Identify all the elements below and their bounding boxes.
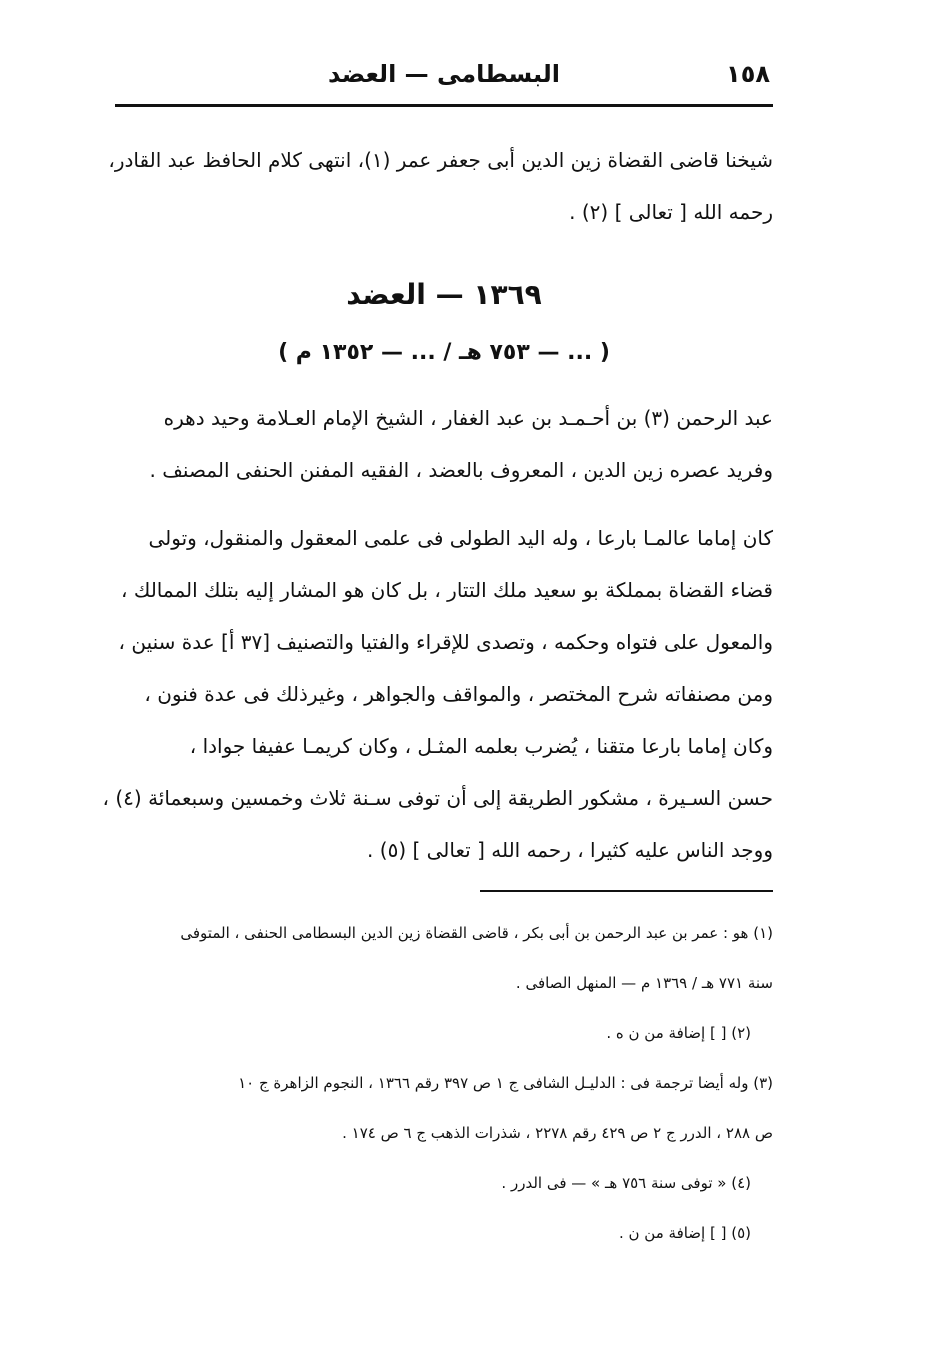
- footnote-line: (٣) وله أيضا ترجمة فى : الدليـل الشافى ج ١ ص ٣٩٧ رقم ١٣٦٦ ، النجوم الزاهرة ج ١٠: [238, 1074, 773, 1092]
- entry-name-paragraph: [125, 392, 773, 496]
- page-header: [118, 60, 770, 96]
- text-line: ومن مصنفاته شرح المختصر ، والمواقف والجواهر ، وغيرذلك فى عدة فنون ،: [144, 682, 773, 706]
- header-rule: [115, 104, 773, 107]
- entry-title: ١٣٦٩ — العضد: [346, 278, 542, 311]
- footnote-line: (٥) [ ] إضافة من ن .: [618, 1224, 751, 1242]
- text-line: كان إماما عالمـا بارعا ، وله اليد الطولى فى علمى المعقول والمنقول، وتولى: [148, 526, 773, 550]
- text-line: رحمه الله [ تعالى ] (٢) .: [569, 200, 773, 224]
- footnote-line: (٤) « توفى سنة ٧٥٦ هـ » — فى الدرر .: [501, 1174, 751, 1192]
- running-head: البسطامى — العضد: [328, 60, 560, 88]
- footnote-rule: [480, 890, 773, 892]
- text-line: شيخنا قاضى القضاة زين الدين أبى جعفر عمر (١)، انتهى كلام الحافظ عبد القادر،: [108, 148, 773, 172]
- footnote-line: ص ٢٨٨ ، الدرر ج ٢ ص ٤٢٩ رقم ٢٢٧٨ ، شذرات الذهب ج ٦ ص ١٧٤ .: [342, 1124, 773, 1142]
- text-line: وكان إماما بارعا متقنا ، يُضرب بعلمه المثـل ، وكان كريمـا عفيفا جوادا ،: [189, 734, 773, 758]
- footnotes: [125, 908, 773, 1258]
- text-line: عبد الرحمن (٣) بن أحـمـد بن عبد الغفار ، الشيخ الإمام العـلامة وحيد دهره: [163, 406, 773, 430]
- text-line: قضاء القضاة بمملكة بو سعيد ملك التتار ، بل كان هو المشار إليه بتلك الممالك ،: [121, 578, 773, 602]
- intro-paragraph: [108, 134, 773, 238]
- text-line: حسن السـيرة ، مشكور الطريقة إلى أن توفى سـنة ثلاث وخمسين وسبعمائة (٤) ،: [102, 786, 773, 810]
- text-line: وفريد عصره زين الدين ، المعروف بالعضد ، الفقيه المفنن الحنفى المصنف .: [149, 458, 773, 482]
- text-line: والمعول على فتواه وحكمه ، وتصدى للإقراء والفتيا والتصنيف [٣٧ أ] عدة سنين ،: [118, 630, 773, 654]
- page-number: ١٥٨: [726, 60, 770, 88]
- footnote-line: (٢) [ ] إضافة من ن ه .: [606, 1024, 751, 1042]
- text-line: ووجد الناس عليه كثيرا ، رحمه الله [ تعالى ] (٥) .: [367, 838, 773, 862]
- biography-paragraph: [102, 512, 773, 876]
- footnote-line: (١) هو : عمر بن عبد الرحمن بن أبى بكر ، قاضى القضاة زين الدين البسطامى الحنفى ، المتوفى: [180, 924, 773, 942]
- footnote-line: سنة ٧٧١ هـ / ١٣٦٩ م — المنهل الصافى .: [515, 974, 773, 992]
- entry-dates: ( ... — ٧٥٣ هـ / ... — ١٣٥٢ م ): [278, 340, 610, 365]
